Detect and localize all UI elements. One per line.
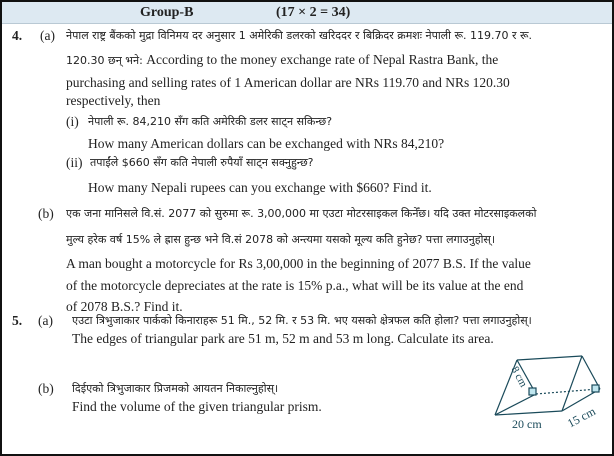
q4b-english-line2: of the motorcycle depreciates at the rate is 15% p.a., what will be its value at the end (66, 278, 524, 293)
q4b-label: (b) (38, 206, 54, 221)
question-number-5: 5. (12, 313, 23, 328)
q5b-english: Find the volume of the given triangular prism. (72, 399, 322, 414)
prism-edge-back-left (562, 356, 582, 411)
q5a-label: (a) (38, 313, 53, 328)
q4ai-english: How many American dollars can be exchanged with NRs 84,210? (88, 136, 445, 151)
q4a-nepali-line2: 120.30 छन् भने: (66, 54, 143, 67)
q4aii-nepali: तपाईंले $660 सँग कति नेपाली रुपैयाँ साट्न सक्नुहुन्छ? (90, 156, 314, 169)
prism-length-label: 20 cm (512, 417, 542, 431)
q4aii-label: (ii) (66, 155, 83, 170)
prism-edge-front-right (495, 394, 536, 415)
q4a-label: (a) (40, 28, 55, 43)
q4a-english-line3: purchasing and selling rates of 1 American dollar are NRs 119.70 and NRs 120.30 (66, 75, 510, 90)
q5b-label: (b) (38, 381, 54, 396)
q4b-nepali-line1: एक जना मानिसले वि.सं. 2077 को सुरुमा रू. 3,00,000 मा एउटा मोटरसाइकल किनेँछ। यदि उक्त मोटरसाइकलको (66, 207, 537, 220)
q4b-english-line3: of 2078 B.S.? Find it. (66, 299, 183, 314)
q5a-english: The edges of triangular park are 51 m, 52 m and 53 m long. Calculate its area. (72, 331, 494, 346)
prism-hidden-edge (536, 389, 598, 394)
q4a-nepali-line1: नेपाल राष्ट्र बैंकको मुद्रा विनिमय दर अनुसार 1 अमेरिकी डलरको खरिददर र बिक्रिदर क्रमशः नेपाली रू. 119.70 र रू. (66, 29, 533, 42)
prism-width-label: 15 cm (565, 404, 598, 431)
q4a-english-line2: According to the money exchange rate of Nepal Rastra Bank, the (142, 52, 499, 67)
q4aii-english: How many Nepali rupees can you exchange with $660? Find it. (88, 180, 432, 195)
q4ai-nepali: नेपाली रू. 84,210 सँग कति अमेरिकी डलर साट्न सकिन्छ? (88, 115, 333, 128)
prism-edge-ridge (517, 356, 582, 360)
question-number-4: 4. (12, 28, 23, 43)
q4ai-label: (i) (66, 114, 79, 129)
prism-edge-base-front (495, 411, 562, 415)
q4b-english-line1: A man bought a motorcycle for Rs 3,00,000 in the beginning of 2077 B.S. If the value (66, 256, 531, 271)
q5b-nepali: दिईएको त्रिभुजाकार प्रिजमको आयतन निकाल्नुहोस्। (72, 382, 279, 395)
q4b-nepali-line2: मुल्य हरेक वर्ष 15% ले ह्रास हुन्छ भने वि.सं 2078 को अन्त्यमा यसको मूल्य कति हुनेछ? पत्ता लगाउनुहोस्। (66, 233, 496, 246)
prism-edge-back-right (582, 356, 600, 389)
prism-height-label: 8 cm (508, 364, 530, 390)
group-marks: (17 × 2 = 34) (276, 5, 351, 20)
right-angle-marker-back (592, 385, 599, 392)
right-angle-marker-front (529, 388, 536, 395)
q5a-nepali: एउटा त्रिभुजाकार पार्कको किनाराहरू 51 मि., 52 मि. र 53 मि. भए यसको क्षेत्रफल कति होला? पत्ता लगाउनुहोस्। (72, 314, 532, 327)
group-title: Group-B (140, 5, 194, 20)
q4a-english-line4: respectively, then (66, 93, 161, 108)
